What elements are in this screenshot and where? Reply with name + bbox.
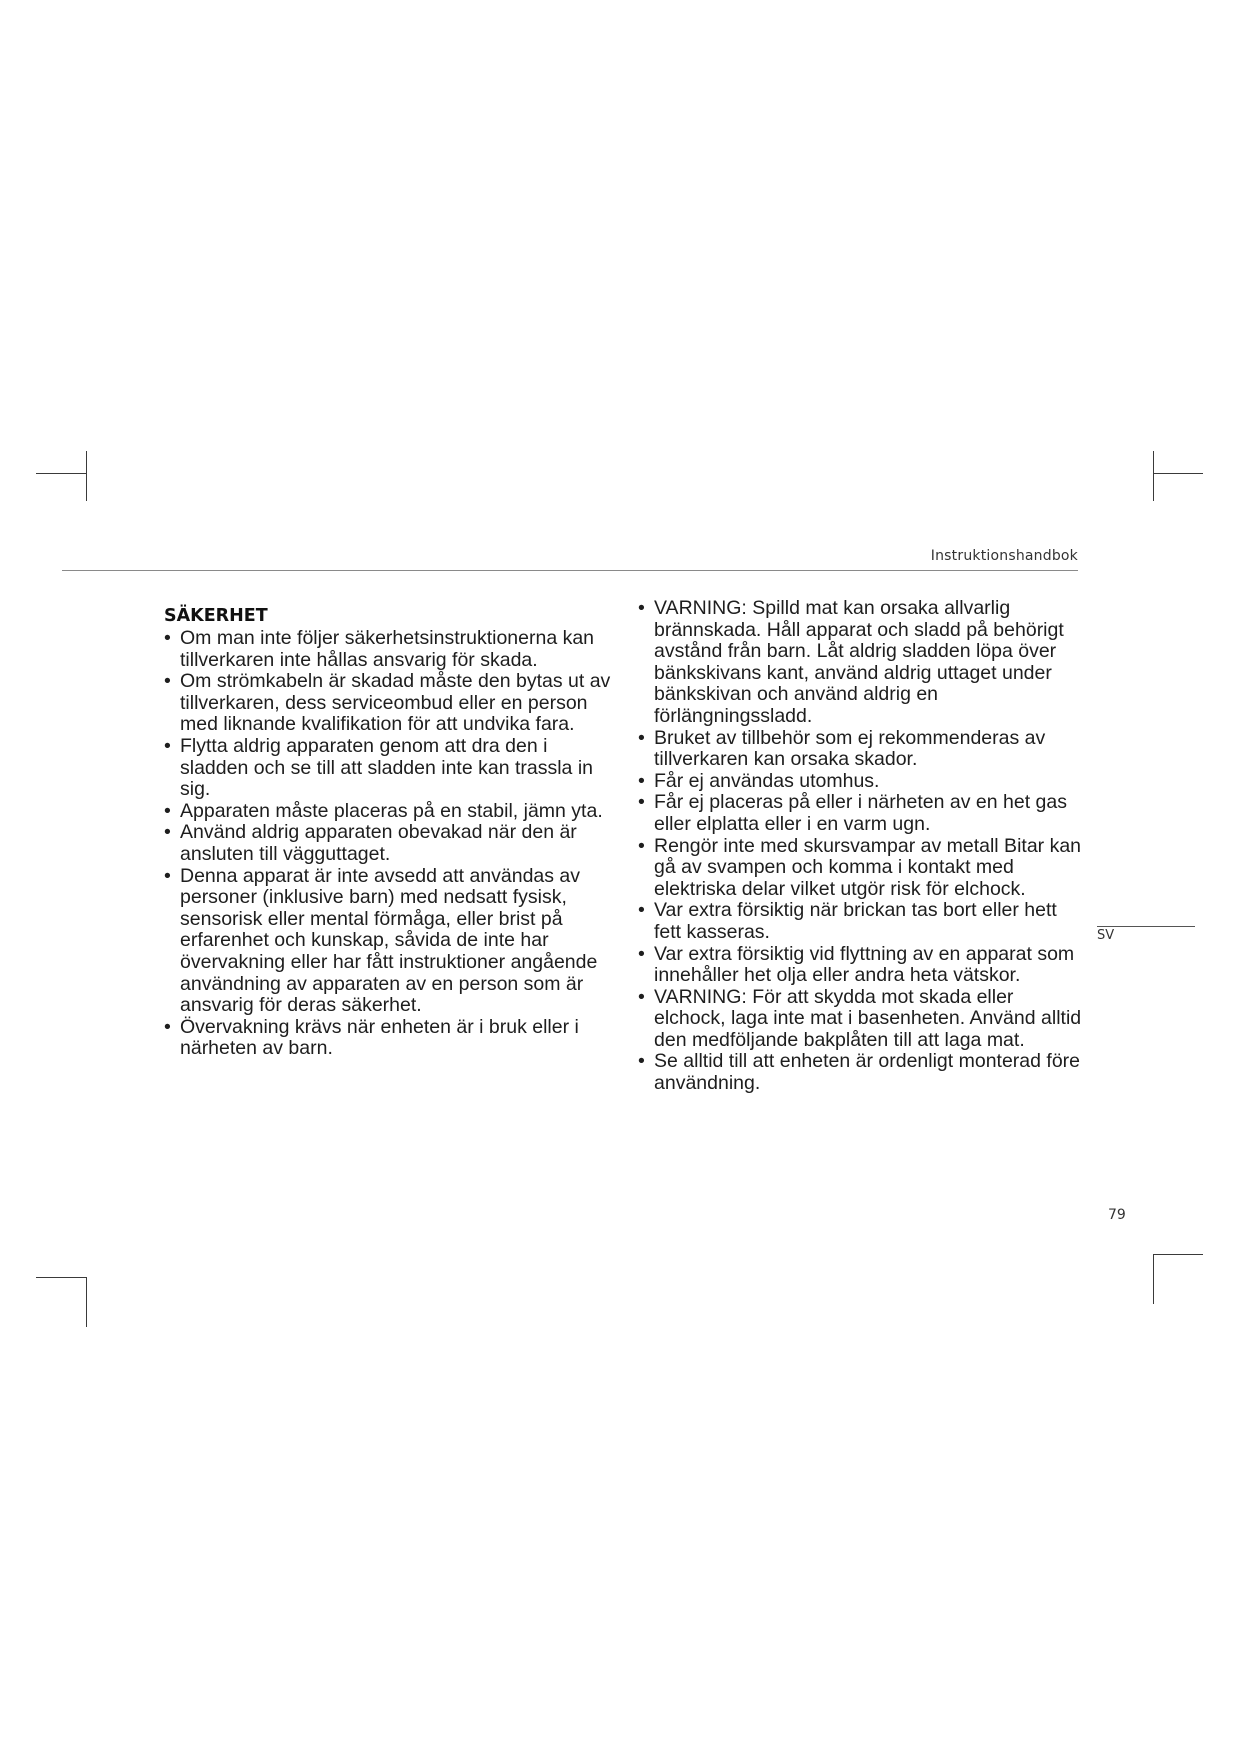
list-item: • Om strömkabeln är skadad måste den bytas ut av tillverkaren, dess serviceombud eller en person med liknande kvalifikation för att undvika fara. bbox=[164, 671, 616, 736]
list-item: • Apparaten måste placeras på en stabil, jämn yta. bbox=[164, 801, 616, 823]
left-column bbox=[164, 598, 616, 1060]
header-title: Instruktionshandbok bbox=[930, 548, 1078, 564]
list-item: • Var extra försiktig vid flyttning av en apparat som innehåller het olja eller andra heta vätskor. bbox=[638, 944, 1084, 987]
list-item: • Använd aldrig apparaten obevakad när den är ansluten till vägguttaget. bbox=[164, 822, 616, 865]
header-rule bbox=[62, 570, 1078, 571]
crop-mark bbox=[86, 451, 87, 501]
crop-mark bbox=[86, 1277, 87, 1327]
crop-mark bbox=[36, 473, 86, 474]
list-item: • Bruket av tillbehör som ej rekommenderas av tillverkaren kan orsaka skador. bbox=[638, 728, 1084, 771]
list-item: • Var extra försiktig när brickan tas bort eller hett fett kasseras. bbox=[638, 900, 1084, 943]
list-item: • VARNING: För att skydda mot skada eller elchock, laga inte mat i basenheten. Använd alltid den medföljande bakplåten till att laga mat. bbox=[638, 987, 1084, 1052]
list-item: • Flytta aldrig apparaten genom att dra den i sladden och se till att sladden inte kan trassla in sig. bbox=[164, 736, 616, 801]
list-item: • Denna apparat är inte avsedd att användas av personer (inklusive barn) med nedsatt fysisk, sensorisk eller mental förmåga, eller brist på erfarenhet och kunskap, såvida de inte har övervakning eller har fått instruktioner angående användning av apparaten av en person som är ansvarig för deras säkerhet. bbox=[164, 866, 616, 1017]
list-item: • Får ej placeras på eller i närheten av en het gas eller elplatta eller i en varm ugn. bbox=[638, 792, 1084, 835]
crop-mark bbox=[1153, 473, 1203, 474]
list-item: • Rengör inte med skursvampar av metall Bitar kan gå av svampen och komma i kontakt med elektriska delar vilket utgör risk för elchock. bbox=[638, 836, 1084, 901]
right-bullet-list bbox=[638, 598, 1084, 1095]
crop-mark bbox=[1153, 1254, 1203, 1255]
crop-mark bbox=[1153, 1254, 1154, 1304]
list-item: • Får ej användas utomhus. bbox=[638, 771, 1084, 793]
crop-mark bbox=[1153, 451, 1154, 501]
list-item: • Om man inte följer säkerhetsinstruktionerna kan tillverkaren inte hållas ansvarig för skada. bbox=[164, 628, 616, 671]
left-bullet-list bbox=[164, 628, 616, 1060]
list-item: • VARNING: Spilld mat kan orsaka allvarlig brännskada. Håll apparat och sladd på behörigt avstånd från barn. Låt aldrig sladden löpa över bänkskivans kant, använd aldrig uttaget under bänkskivan och använd aldrig en förlängningssladd. bbox=[638, 598, 1084, 728]
language-tab-rule bbox=[1097, 926, 1195, 927]
list-item: • Övervakning krävs när enheten är i bruk eller i närheten av barn. bbox=[164, 1017, 616, 1060]
crop-mark bbox=[36, 1277, 86, 1278]
language-tab: SV bbox=[1097, 928, 1115, 943]
right-column bbox=[638, 598, 1084, 1095]
section-heading: SÄKERHET bbox=[164, 606, 268, 626]
list-item: • Se alltid till att enheten är ordenligt monterad före användning. bbox=[638, 1051, 1084, 1094]
page-number: 79 bbox=[1108, 1207, 1126, 1223]
